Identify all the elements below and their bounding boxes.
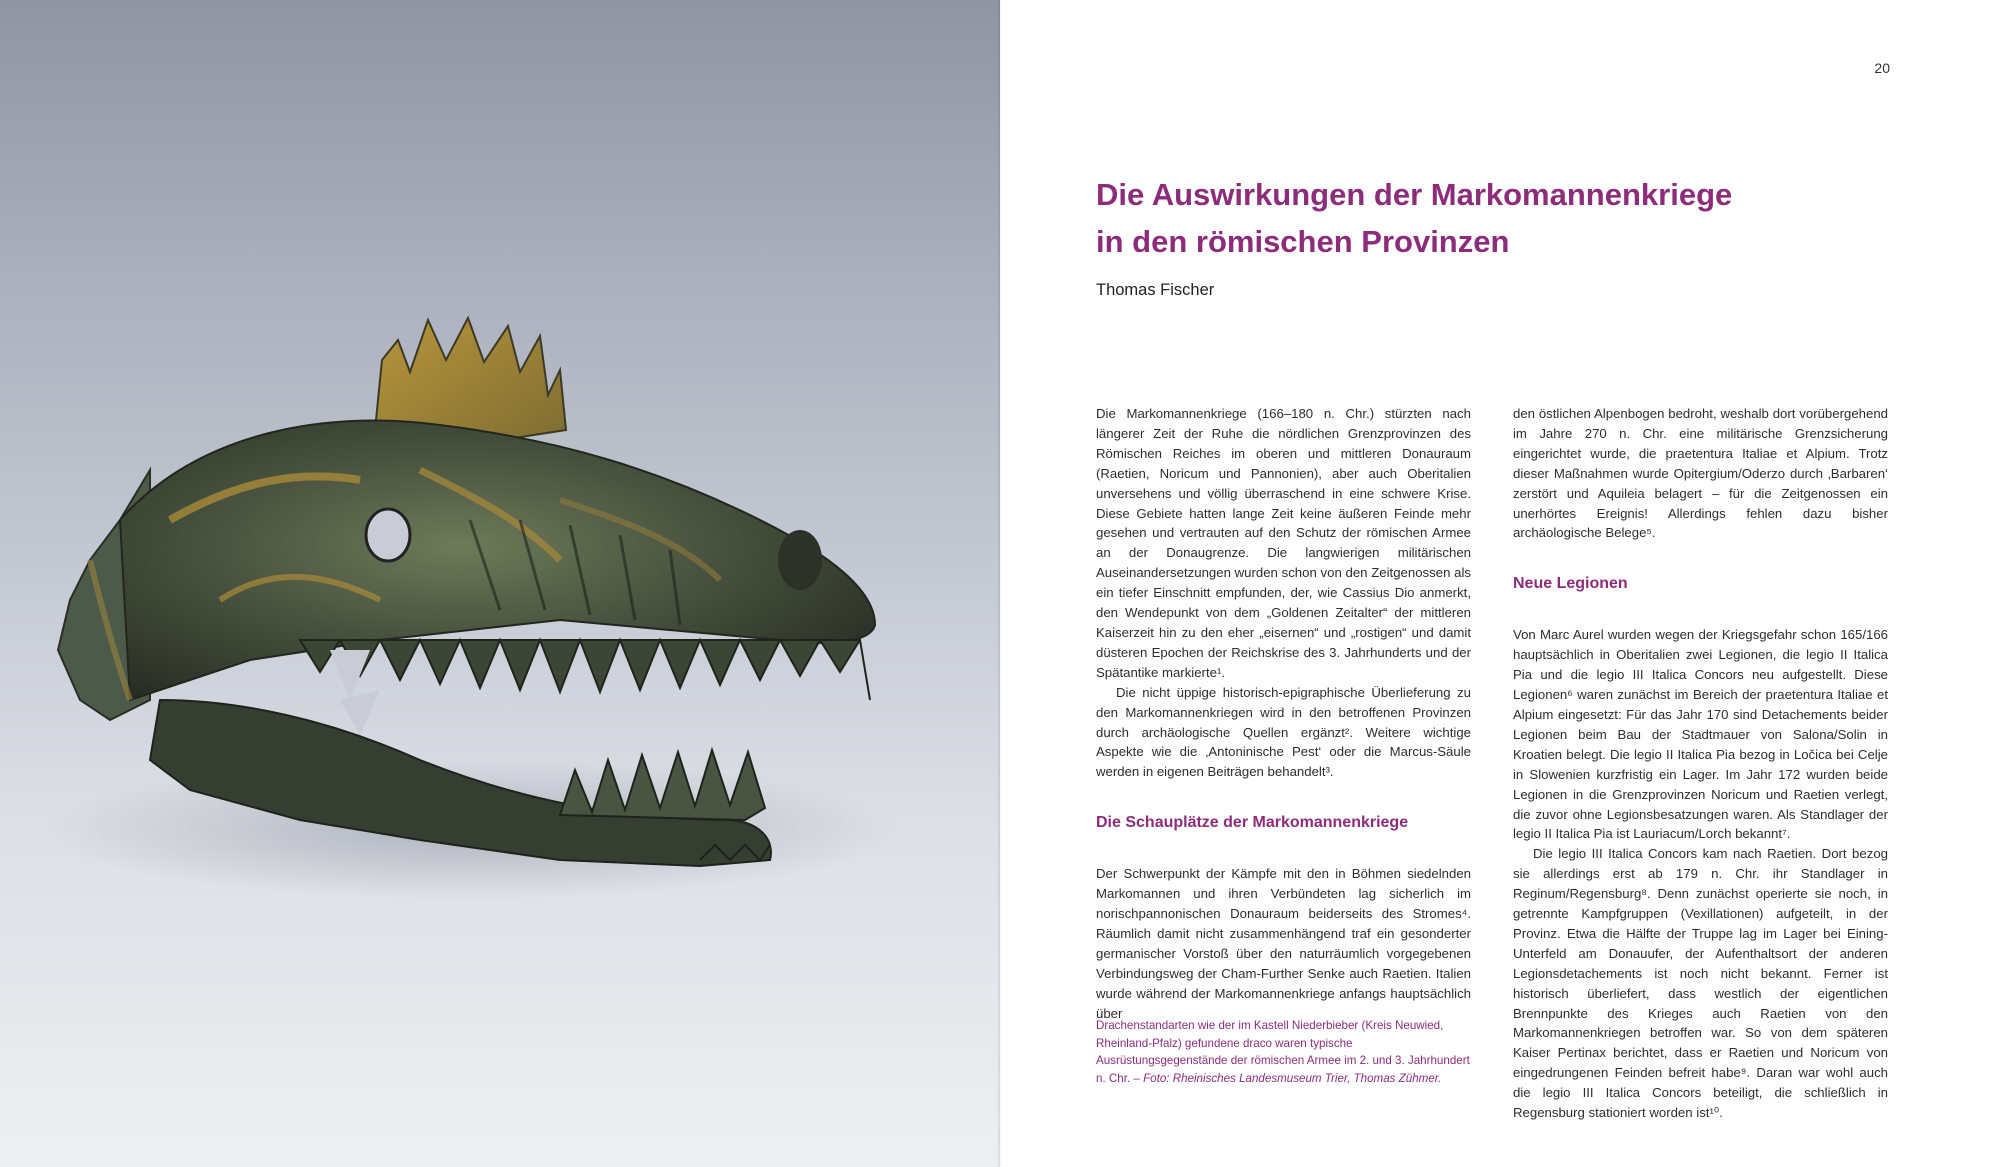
article-author: Thomas Fischer [1096, 281, 1215, 299]
text-column-right [1513, 404, 1888, 1123]
article-title-line-1: Die Auswirkungen der Markomannenkriege [1096, 177, 1733, 212]
page-number: 20 [1874, 60, 1890, 76]
article-title [1096, 171, 1856, 265]
article-title-line-2: in den römischen Provinzen [1096, 224, 1510, 259]
text-column-left [1096, 404, 1471, 1023]
section-heading: Neue Legionen [1513, 575, 1628, 593]
photo-caption [1096, 1017, 1471, 1087]
paragraph: den östlichen Alpenbogen bedroht, weshalb dort vorübergehend im Jahre 270 n. Chr. eine militärische Grenzsicherung eingerichtet wurde, die praetentura Italiae et Alpium. Trotz dieser Maßnahmen wurde Opitergium/Oderzo durch ‚Barbaren‘ zerstört und Aquileia belagert – für die Zeitgenossen ein unerhörtes Ereignis! Allerdings fehlen dazu bisher archäologische Belege⁵. [1513, 406, 1888, 541]
photo-credit: Foto: Rheinisches Landesmuseum Trier, Thomas Zühmer. [1143, 1071, 1442, 1085]
caption-text: Drachenstandarten wie der im Kastell Niederbieber (Kreis Neuwied, Rheinland-Pfalz) gefundene draco waren typische Ausrüstungsgegenstände der römischen Armee im 2. und 3. Jahrhundert n. Chr. – [1096, 1019, 1470, 1085]
paragraph: Die Markomannenkriege (166–180 n. Chr.) stürzten nach längerer Zeit der Ruhe die nördlichen Grenzprovinzen des Römischen Reiches im oberen und mittleren Donauraum (Raetien, Noricum und Pannonien), aber auch Oberitalien unversehens und völlig überraschend in eine schwere Krise. Diese Gebiete hatten lange Zeit keine äußeren Feinde mehr gesehen und vertrauten auf den Schutz der römischen Armee an der Donaugrenze. Die langwierigen militärischen Auseinandersetzungen wurden schon von den Zeitgenossen als ein tiefer Einschnitt empfunden, der, wie Cassius Dio anmerkt, den Wendepunkt von dem „Goldenen Zeitalter“ der mittleren Kaiserzeit hin zu den eher „eisernen“ und „rostigen“ und damit düsteren Epochen der Reichskrise des 3. Jahrhunderts und der Spätantike markierte¹. [1096, 406, 1471, 680]
section-heading: Die Schauplätze der Markomannenkriege [1096, 814, 1409, 832]
paragraph: Die nicht üppige historisch-epigraphische Überlieferung zu den Markomannenkriegen wird in den betroffenen Provinzen durch archäologische Quellen ergänzt². Weitere wichtige Aspekte wie die ‚Antoninische Pest‘ oder die Marcus-Säule werden in eigenen Beiträgen behandelt³. [1096, 684, 1471, 780]
paragraph: Von Marc Aurel wurden wegen der Kriegsgefahr schon 165/166 hauptsächlich in Oberitalien zwei Legionen, die legio II Italica Pia und die legio III Italica Concors neu aufgestellt. Diese Legionen⁶ waren zunächst im Bereich der praetentura Italiae et Alpium eingesetzt: Für das Jahr 170 sind Detachements beider Legionen beim Bau der Stadtmauer von Salona/Solin in Kroatien belegt. Die legio II Italica Pia bezog in Ločica bei Celje in Slowenien kurzfristig ein Lager. Im Jahr 172 wurden beide Legionen in die Grenzprovinzen Noricum und Raetien verlegt, die zuvor ohne Legionsbesatzungen waren. Als Standlager der legio II Italica Pia ist Lauriacum/Lorch bekannt⁷. [1513, 627, 1888, 842]
paragraph: Der Schwerpunkt der Kämpfe mit den in Böhmen siedelnden Markomannen und ihren Verbündeten lag sicherlich im norischpannonischen Donauraum beiderseits des Stromes⁴. Räumlich damit nicht zusammenhängend traf ein gesonderter germanischer Vorstoß über den naturräumlich vorgegebenen Verbindungsweg der Cham-Further Senke auch Raetien. Italien wurde während der Markomannenkriege anfangs hauptsächlich über [1096, 866, 1471, 1021]
book-gutter [998, 0, 1002, 1167]
paragraph: Die legio III Italica Concors kam nach Raetien. Dort bezog sie allerdings erst ab 179 n. Chr. ihr Standlager in Reginum/Regensburg⁸. Denn zunächst operierte sie noch, in getrennte Kampfgruppen (Vexillationen) aufgeteilt, in der Provinz. Etwa die Hälfte der Truppe lag im Lager bei Eining-Unterfeld am Donauufer, der Aufenthaltsort der anderen Legionsdetachements ist noch nicht bekannt. Ferner ist historisch überliefert, dass westlich der eigentlichen Brennpunkte des Krieges auch Raetien von den Markomannenkriegen betroffen war. So von dem späteren Kaiser Pertinax berichtet, dass er Raetien und Noricum von eingedrungenen Feinden befreit habe⁹. Daran war wohl auch die legio III Italica Concors beteiligt, die schließlich in Regensburg stationiert worden ist¹⁰. [1513, 846, 1888, 1121]
